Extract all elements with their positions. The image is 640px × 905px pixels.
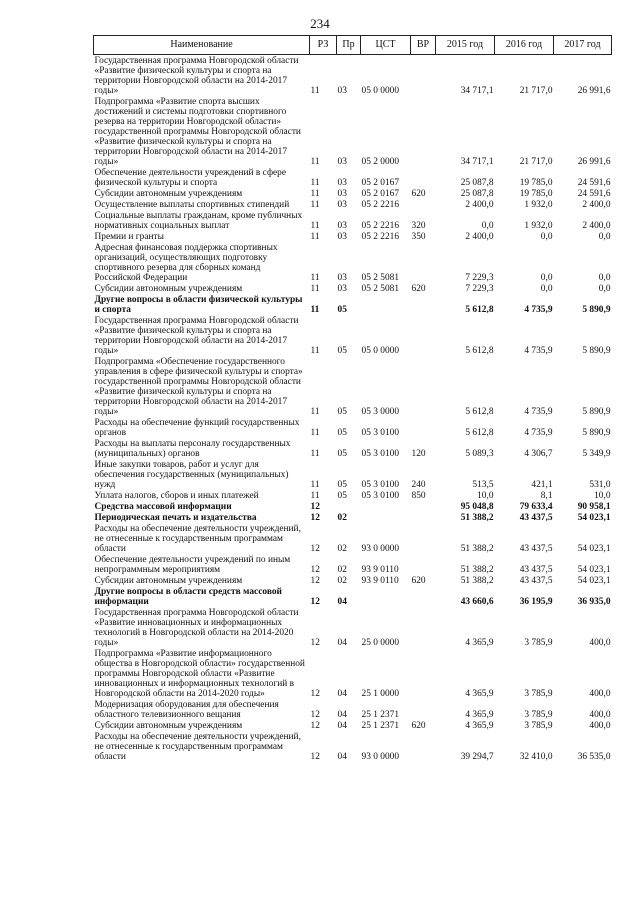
row-2016: 36 195,9: [519, 597, 553, 607]
row-pr: 05: [337, 428, 347, 438]
row-2015: 34 717,1: [460, 157, 494, 167]
row-name: Премии и гранты: [94, 232, 164, 242]
row-2016: 43 437,5: [519, 513, 553, 523]
row-cst: [361, 501, 411, 512]
row-rz: 11: [310, 480, 320, 490]
row-2016: 0,0: [540, 232, 553, 242]
row-2015: 5 612,8: [465, 407, 494, 417]
row-pr: 03: [337, 86, 347, 96]
row-pr: 05: [337, 449, 347, 459]
row-name: Государственная программа Новгородской области «Развитие физической культуры и спорта на территории Новгородской области на 2014-2017 годы»: [94, 56, 299, 96]
row-pr: 02: [337, 576, 347, 586]
row-cst: 05 3 0100: [361, 428, 399, 438]
row-2016: 19 785,0: [519, 178, 553, 188]
row-2017: 26 991,6: [577, 86, 611, 96]
row-2016: 3 785,9: [524, 689, 553, 699]
row-cst: 05 0 0000: [361, 346, 399, 356]
row-name: Субсидии автономным учреждениям: [94, 284, 243, 294]
row-pr: 03: [337, 200, 347, 210]
row-name: Модернизация оборудования для обеспечения областного телевизионного вещания: [94, 700, 279, 720]
row-name: Другие вопросы в области средств массовой информации: [94, 587, 282, 607]
row-cst: [361, 586, 411, 607]
row-name: Уплата налогов, сборов и иных платежей: [94, 491, 259, 501]
row-2015: 2 400,0: [465, 200, 494, 210]
row-pr: 04: [337, 689, 347, 699]
row-pr: 02: [337, 544, 347, 554]
row-vr: [411, 167, 436, 188]
row-vr: [411, 356, 436, 417]
row-2015: 43 660,6: [460, 597, 494, 607]
row-name: Субсидии автономным учреждениям: [94, 576, 243, 586]
row-2015: 95 048,8: [460, 502, 494, 512]
row-pr: 03: [337, 189, 347, 199]
header-2015: 2015 год: [436, 36, 495, 55]
row-2017: 10,0: [594, 491, 611, 501]
row-2017: 2 400,0: [582, 221, 611, 231]
row-2016: 3 785,9: [524, 721, 553, 731]
row-rz: 11: [310, 178, 320, 188]
row-2017: 400,0: [589, 721, 611, 731]
row-2017: 0,0: [598, 273, 611, 283]
row-rz: 12: [310, 576, 320, 586]
row-rz: 11: [310, 189, 320, 199]
row-2016: 421,1: [531, 480, 553, 490]
row-2015: 5 089,3: [465, 449, 494, 459]
row-2017: 24 591,6: [577, 178, 611, 188]
row-name: Осуществление выплаты спортивных стипендий: [94, 200, 290, 210]
row-2015: 7 229,3: [465, 284, 494, 294]
table-row: [94, 167, 612, 188]
row-cst: 93 0 0000: [361, 544, 399, 554]
row-cst: 05 2 0000: [361, 157, 399, 167]
table-row: [94, 55, 612, 97]
row-pr: 04: [337, 638, 347, 648]
row-2015: 39 294,7: [460, 752, 494, 762]
table-row: [94, 210, 612, 231]
row-2017: 0,0: [598, 284, 611, 294]
row-2016: 3 785,9: [524, 710, 553, 720]
row-vr: 620: [411, 189, 426, 199]
row-cst: 05 3 0100: [361, 491, 399, 501]
table-row: [94, 438, 612, 459]
table-row: [94, 242, 612, 283]
row-2015: 4 365,9: [465, 638, 494, 648]
row-cst: 05 2 0167: [361, 178, 399, 188]
row-name: Расходы на обеспечение деятельности учреждений, не отнесенные к государственным программам области: [94, 524, 301, 554]
row-2016: 21 717,0: [519, 157, 553, 167]
row-rz: 11: [310, 428, 320, 438]
row-cst: [361, 294, 411, 315]
row-2015: 34 717,1: [460, 86, 494, 96]
row-name: Средства массовой информации: [94, 502, 232, 512]
page-number: 234: [310, 16, 330, 31]
row-vr: [411, 607, 436, 648]
row-pr: 02: [337, 513, 347, 523]
row-vr: [411, 199, 436, 210]
row-rz: 12: [310, 752, 320, 762]
row-rz: 12: [310, 689, 320, 699]
row-name: Адресная финансовая поддержка спортивных организаций, осуществляющих подготовку спортивного резерва для сборных команд Российской Федерации: [94, 243, 278, 283]
row-cst: 05 2 2216: [361, 221, 399, 231]
row-rz: 11: [310, 232, 320, 242]
row-cst: 93 9 0110: [361, 576, 399, 586]
row-vr: 240: [411, 480, 426, 490]
row-2017: 531,0: [589, 480, 611, 490]
header-cst: ЦСТ: [361, 36, 411, 55]
header-2016: 2016 год: [495, 36, 554, 55]
row-pr: 05: [337, 407, 347, 417]
row-rz: 11: [310, 305, 320, 315]
budget-table: [93, 35, 612, 762]
table-row: [94, 554, 612, 575]
row-cst: 05 2 0167: [361, 189, 399, 199]
row-name: Периодическая печать и издательства: [94, 513, 257, 523]
row-2016: 4 735,9: [524, 305, 553, 315]
row-vr: [411, 417, 436, 438]
table-row: [94, 501, 612, 512]
row-2016: 43 437,5: [519, 544, 553, 554]
row-cst: 25 1 2371: [361, 721, 399, 731]
row-2017: 5 890,9: [582, 407, 611, 417]
row-2016: 4 735,9: [524, 407, 553, 417]
row-vr: [411, 586, 436, 607]
row-2015: 7 229,3: [465, 273, 494, 283]
row-rz: 11: [310, 346, 320, 356]
row-pr: 05: [337, 491, 347, 501]
row-name: Иные закупки товаров, работ и услуг для обеспечения государственных (муниципальных) нужд: [94, 460, 289, 490]
row-2017: 400,0: [589, 710, 611, 720]
row-cst: 05 3 0000: [361, 407, 399, 417]
row-pr: 05: [337, 346, 347, 356]
row-rz: 11: [310, 273, 320, 283]
row-2015: 4 365,9: [465, 689, 494, 699]
row-pr: 03: [337, 273, 347, 283]
row-2017: 24 591,6: [577, 189, 611, 199]
row-vr: 850: [411, 491, 426, 501]
row-vr: 120: [411, 449, 426, 459]
row-pr: 03: [337, 232, 347, 242]
row-cst: 93 9 0110: [361, 565, 399, 575]
row-name: Обеспечение деятельности учреждений по иным непрограммным мероприятиям: [94, 555, 291, 575]
row-2015: 51 388,2: [460, 576, 494, 586]
row-2017: 0,0: [598, 232, 611, 242]
header-vr: ВР: [411, 36, 436, 55]
row-2015: 4 365,9: [465, 721, 494, 731]
table-row: [94, 417, 612, 438]
row-2015: 4 365,9: [465, 710, 494, 720]
row-pr: 05: [337, 480, 347, 490]
row-2015: 513,5: [472, 480, 494, 490]
row-2016: 8,1: [540, 491, 553, 501]
row-vr: [411, 523, 436, 554]
row-2016: 43 437,5: [519, 565, 553, 575]
row-name: Расходы на обеспечение деятельности учреждений, не отнесенные к государственным программам области: [94, 732, 301, 762]
header-2017: 2017 год: [554, 36, 612, 55]
row-2016: 4 306,7: [524, 449, 553, 459]
row-cst: 25 0 0000: [361, 638, 399, 648]
row-2016: 0,0: [540, 284, 553, 294]
row-2017: 36 935,0: [577, 597, 611, 607]
row-vr: 620: [411, 721, 426, 731]
row-vr: [411, 731, 436, 762]
row-2017: 5 890,9: [582, 305, 611, 315]
row-cst: 05 0 0000: [361, 86, 399, 96]
row-2015: 51 388,2: [460, 565, 494, 575]
row-2017: 54 023,1: [577, 565, 611, 575]
row-pr: 03: [337, 157, 347, 167]
row-rz: 12: [310, 544, 320, 554]
row-rz: 11: [310, 157, 320, 167]
row-pr: 05: [337, 305, 347, 315]
row-2016: 79 633,4: [519, 502, 553, 512]
row-2017: 400,0: [589, 689, 611, 699]
row-vr: 620: [411, 576, 426, 586]
row-name: Субсидии автономным учреждениям: [94, 721, 243, 731]
table-row: [94, 575, 612, 586]
table-row: [94, 231, 612, 242]
row-name: Подпрограмма «Обеспечение государственного управления в сфере физической культуры и спорта» государственной программы Новгородской области «Развитие физической культуры и спорта на территории Новгородской области на 2014-2017 годы»: [94, 357, 303, 417]
row-2017: 5 890,9: [582, 346, 611, 356]
row-vr: [411, 648, 436, 699]
table-row: [94, 648, 612, 699]
table-row: [94, 283, 612, 294]
table-row: [94, 459, 612, 490]
row-vr: [411, 96, 436, 167]
row-vr: [411, 55, 436, 97]
row-cst: 25 1 0000: [361, 689, 399, 699]
row-2017: 5 890,9: [582, 428, 611, 438]
row-vr: [411, 554, 436, 575]
row-rz: 12: [310, 513, 320, 523]
row-name: Социальные выплаты гражданам, кроме публичных нормативных социальных выплат: [94, 211, 303, 231]
table-row: [94, 699, 612, 720]
row-rz: 11: [310, 284, 320, 294]
table-row: [94, 586, 612, 607]
row-vr: [411, 501, 436, 512]
row-2016: 1 932,0: [524, 221, 553, 231]
table-row: [94, 315, 612, 356]
row-2015: 25 087,8: [460, 178, 494, 188]
row-name: Государственная программа Новгородской области «Развитие инновационных и информационных технологий в Новгородской области на 2014-2020 годы»: [94, 608, 299, 648]
row-rz: 12: [310, 638, 320, 648]
row-name: Расходы на выплаты персоналу государственных (муниципальных) органов: [94, 439, 291, 459]
row-vr: [411, 294, 436, 315]
table-row: [94, 490, 612, 501]
row-2017: 90 958,1: [577, 502, 611, 512]
row-rz: 12: [310, 597, 320, 607]
row-2017: 36 535,0: [577, 752, 611, 762]
row-cst: 05 2 5081: [361, 284, 399, 294]
row-cst: 05 3 0100: [361, 449, 399, 459]
row-rz: 11: [310, 407, 320, 417]
row-2016: 43 437,5: [519, 576, 553, 586]
row-pr: 04: [337, 721, 347, 731]
row-2015: 5 612,8: [465, 428, 494, 438]
table-row: [94, 294, 612, 315]
row-2015: 51 388,2: [460, 513, 494, 523]
row-vr: [411, 315, 436, 356]
row-name: Другие вопросы в области физической культуры и спорта: [94, 295, 303, 315]
row-vr: [411, 699, 436, 720]
row-vr: 350: [411, 232, 426, 242]
row-name: Обеспечение деятельности учреждений в сфере физической культуры и спорта: [94, 168, 287, 188]
row-name: Государственная программа Новгородской области «Развитие физической культуры и спорта на территории Новгородской области на 2014-2017 годы»: [94, 316, 299, 356]
row-cst: 05 2 5081: [361, 273, 399, 283]
row-2016: 4 735,9: [524, 346, 553, 356]
row-cst: 93 0 0000: [361, 752, 399, 762]
row-pr: 03: [337, 178, 347, 188]
row-2017: 5 349,9: [582, 449, 611, 459]
row-2015: 2 400,0: [465, 232, 494, 242]
row-2016: 32 410,0: [519, 752, 553, 762]
row-2017: 54 023,1: [577, 544, 611, 554]
row-2016: 19 785,0: [519, 189, 553, 199]
row-rz: 11: [310, 200, 320, 210]
table-row: [94, 607, 612, 648]
row-2015: 5 612,8: [465, 305, 494, 315]
row-rz: 11: [310, 86, 320, 96]
row-name: Подпрограмма «Развитие спорта высших достижений и системы подготовки спортивного резерва на территории Новгородской области» государственной программы Новгородской области «Развитие физической культуры и спорта на территории Новгородской области на 2014-2017 годы»: [94, 97, 301, 167]
row-cst: [361, 512, 411, 523]
row-2015: 0,0: [481, 221, 494, 231]
row-vr: 620: [411, 284, 426, 294]
row-rz: 12: [310, 710, 320, 720]
row-rz: 12: [310, 502, 320, 512]
row-2017: 54 023,1: [577, 576, 611, 586]
row-cst: 25 1 2371: [361, 710, 399, 720]
row-vr: 320: [411, 221, 426, 231]
row-pr: 04: [337, 597, 347, 607]
row-cst: 05 3 0100: [361, 480, 399, 490]
row-pr: [337, 501, 361, 512]
row-pr: 03: [337, 284, 347, 294]
row-cst: 05 2 2216: [361, 232, 399, 242]
row-2017: 400,0: [589, 638, 611, 648]
row-vr: [411, 512, 436, 523]
row-2015: 10,0: [477, 491, 494, 501]
row-vr: [411, 242, 436, 283]
row-rz: 11: [310, 491, 320, 501]
row-name: Субсидии автономным учреждениям: [94, 189, 243, 199]
row-2016: 21 717,0: [519, 86, 553, 96]
row-2016: 0,0: [540, 273, 553, 283]
row-2017: 26 991,6: [577, 157, 611, 167]
row-rz: 11: [310, 221, 320, 231]
row-cst: 05 2 2216: [361, 200, 399, 210]
row-pr: 03: [337, 221, 347, 231]
header-rz: РЗ: [310, 36, 337, 55]
table-row: [94, 720, 612, 731]
row-name: Подпрограмма «Развитие информационного общества в Новгородской области» государственной программы Новгородской области «Развитие инновационных и информационных технологий в Новгородской области на 2014-2020 годы»: [94, 649, 305, 699]
row-2015: 51 388,2: [460, 544, 494, 554]
row-2015: 5 612,8: [465, 346, 494, 356]
row-2017: 2 400,0: [582, 200, 611, 210]
table-row: [94, 188, 612, 199]
row-2016: 4 735,9: [524, 428, 553, 438]
row-2017: 54 023,1: [577, 513, 611, 523]
row-rz: 11: [310, 449, 320, 459]
table-row: [94, 523, 612, 554]
table-header-row: [94, 36, 612, 55]
table-row: [94, 731, 612, 762]
table-row: [94, 512, 612, 523]
table-row: [94, 96, 612, 167]
header-pr: Пр: [337, 36, 361, 55]
row-2016: 3 785,9: [524, 638, 553, 648]
row-pr: 02: [337, 565, 347, 575]
table-row: [94, 199, 612, 210]
row-rz: 12: [310, 565, 320, 575]
row-2016: 1 932,0: [524, 200, 553, 210]
row-rz: 12: [310, 721, 320, 731]
header-name: Наименование: [94, 36, 310, 55]
row-name: Расходы на обеспечение функций государственных органов: [94, 418, 300, 438]
row-pr: 04: [337, 752, 347, 762]
row-2015: 25 087,8: [460, 189, 494, 199]
row-pr: 04: [337, 710, 347, 720]
table-row: [94, 356, 612, 417]
